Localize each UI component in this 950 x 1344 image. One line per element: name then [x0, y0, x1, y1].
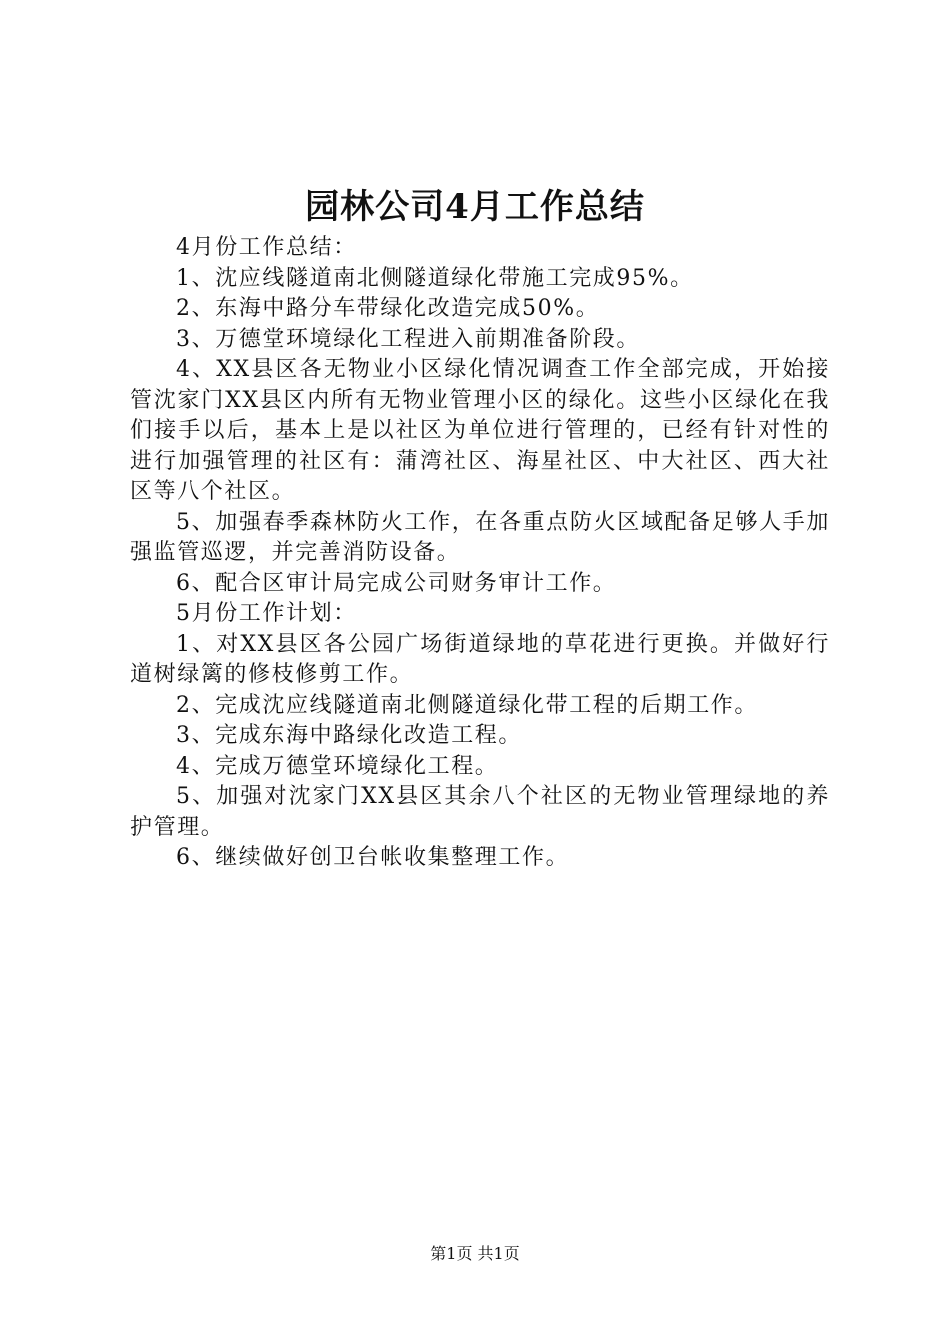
paragraph-april-item-6: 6、配合区审计局完成公司财务审计工作。	[176, 570, 617, 596]
paragraph-april-item-5: 5、加强春季森林防火工作，在各重点防火区域配备足够人手加强监管巡逻，并完善消防设备。	[130, 509, 830, 565]
document-title: 园林公司4月工作总结	[305, 187, 645, 227]
section-heading-may-plan: 5月份工作计划：	[176, 601, 357, 626]
paragraph-may-item-1: 1、对XX县区各公园广场街道绿地的草花进行更换。并做好行道树绿篱的修枝修剪工作。	[130, 631, 830, 687]
section-heading-april-summary: 4月份工作总结：	[176, 235, 357, 260]
paragraph-may-item-6: 6、继续做好创卫台帐收集整理工作。	[176, 845, 570, 870]
paragraph-may-item-4: 4、完成万德堂环境绿化工程。	[176, 753, 499, 779]
paragraph-april-item-3: 3、万德堂环境绿化工程进入前期准备阶段。	[176, 326, 640, 352]
paragraph-may-item-2: 2、完成沈应线隧道南北侧隧道绿化带工程的后期工作。	[176, 692, 758, 718]
paragraph-april-item-4: 4、XX县区各无物业小区绿化情况调查工作全部完成，开始接管沈家门XX县区内所有无物业管理小区的绿化。这些小区绿化在我们接手以后，基本上是以社区为单位进行管理的，已经有针对性的进行加强管理的社区有：蒲湾社区、海星社区、中大社区、西大社区等八个社区。	[130, 357, 830, 504]
paragraph-may-item-5: 5、加强对沈家门XX县区其余八个社区的无物业管理绿地的养护管理。	[130, 784, 830, 840]
page-footer: 第1页 共1页	[430, 1244, 520, 1263]
paragraph-april-item-2: 2、东海中路分车带绿化改造完成50%。	[176, 296, 600, 321]
paragraph-april-item-1: 1、沈应线隧道南北侧隧道绿化带施工完成95%。	[176, 265, 694, 291]
document-body	[130, 233, 830, 874]
paragraph-may-item-3: 3、完成东海中路绿化改造工程。	[176, 723, 522, 748]
